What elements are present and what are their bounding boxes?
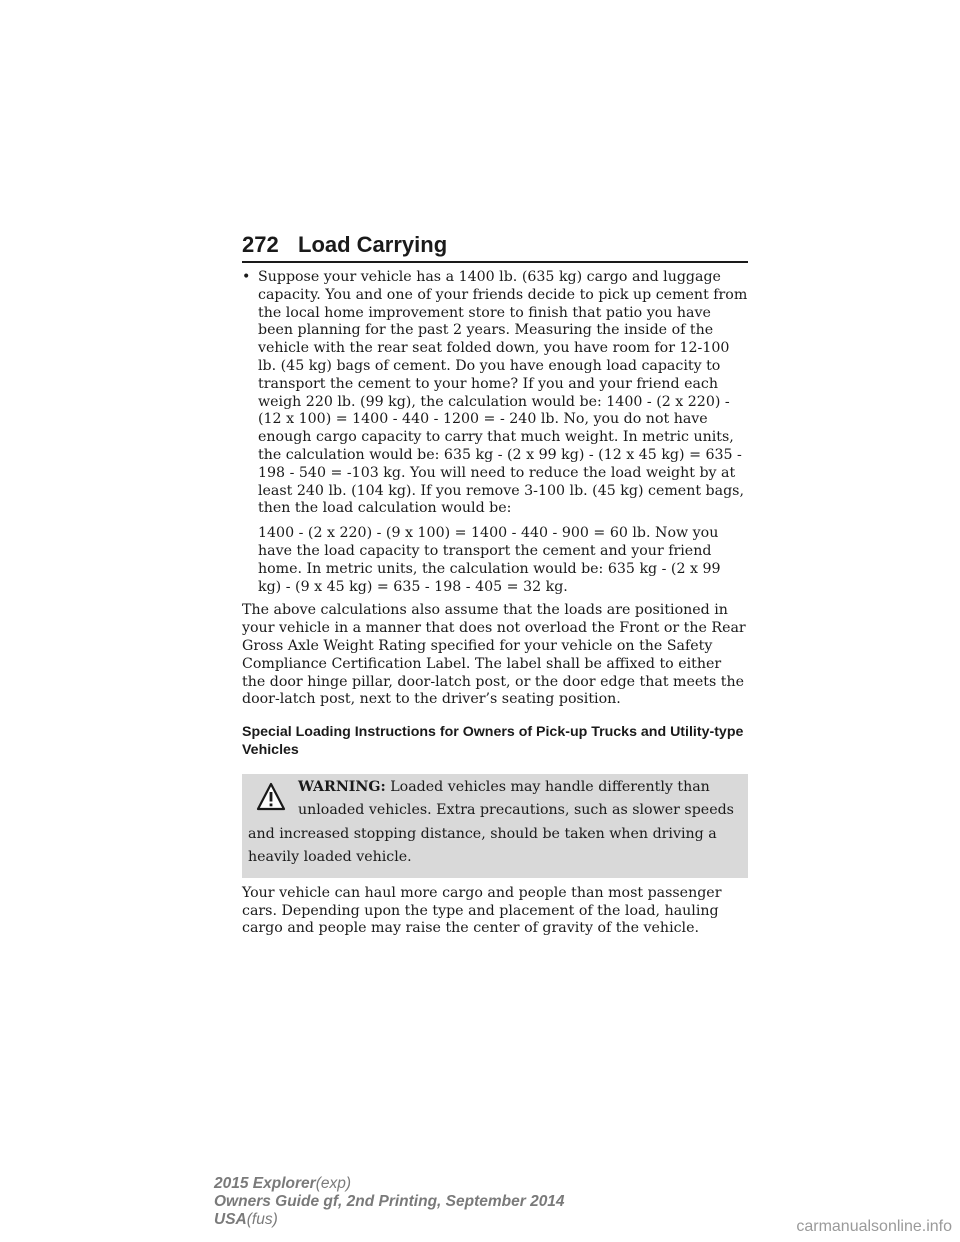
footer-model: 2015 Explorer: [214, 1175, 316, 1192]
bullet-continuation: 1400 - (2 x 220) - (9 x 100) = 1400 - 440 - 900 = 60 lb. Now you have the load capacity to transport the cement and your friend home. In metric units, the calculation would be: 635 kg - (2 x 99 kg) - (9 x 45 kg) = 635 - 198 - 405 = 32 kg.: [258, 525, 721, 595]
page-footer: [214, 1175, 565, 1229]
footer-market: USA: [214, 1211, 247, 1228]
footer-line-model: [214, 1175, 565, 1193]
page-number: 272: [242, 232, 279, 257]
page-content: [242, 269, 748, 938]
watermark: carmanualsonline.info: [796, 1218, 952, 1235]
page-header: [242, 232, 748, 262]
paragraph-center-of-gravity: Your vehicle can haul more cargo and people than most passenger cars. Depending upon the type and placement of the load, hauling cargo and people may raise the center of gravity of the vehicle.: [242, 884, 722, 937]
footer-line-market: [214, 1211, 565, 1229]
subheading-special-loading: Special Loading Instructions for Owners of Pick-up Trucks and Utility-type Vehicles: [242, 724, 744, 758]
header-rule: [242, 261, 748, 263]
footer-guide: Owners Guide gf, 2nd Printing, September 2014: [214, 1193, 565, 1210]
footer-market-code: (fus): [246, 1211, 278, 1228]
bullet-text: Suppose your vehicle has a 1400 lb. (635 kg) cargo and luggage capacity. You and one of your friends decide to pick up cement from the local home improvement store to finish that patio you have been planning for the past 2 years. Measuring the inside of the vehicle with the rear seat folded down, you have room for 12-100 lb. (45 kg) bags of cement. Do you have enough load capacity to transport the cement to your home? If you and your friend each weigh 220 lb. (99 kg), the calculation would be: 1400 - (2 x 220) - (12 x 100) = 1400 - 440 - 1200 = - 240 lb. No, you do not have enough cargo capacity to carry that much weight. In metric units, the calculation would be: 635 kg - (2 x 99 kg) - (12 x 45 kg) = 635 - 198 - 540 = -103 kg. You will need to reduce the load weight by at least 240 lb. (104 kg). If you remove 3-100 lb. (45 kg) cement bags, then the load calculation would be:: [258, 269, 748, 517]
warning-text: Loaded vehicles may handle differently than unloaded vehicles. Extra precautions, such as slower speeds and increased stopping distance, should be taken when driving a heavily loaded vehicle.: [248, 778, 734, 866]
section-title: Load Carrying: [298, 232, 448, 257]
footer-model-code: (exp): [315, 1175, 352, 1192]
bullet-item: [242, 269, 748, 518]
paragraph-axle-weight: The above calculations also assume that the loads are positioned in your vehicle in a manner that does not overload the Front or the Rear Gross Axle Weight Rating specified for your vehicle on the Safety Compliance Certification Label. The label shall be affixed to either the door hinge pillar, door-latch post, or the door edge that meets the door-latch post, next to the driver’s seating position.: [242, 602, 746, 708]
warning-box: [242, 774, 748, 878]
bullet-mark: •: [242, 269, 251, 285]
warning-label: WARNING:: [298, 778, 386, 795]
warning-triangle-icon: [256, 782, 286, 812]
